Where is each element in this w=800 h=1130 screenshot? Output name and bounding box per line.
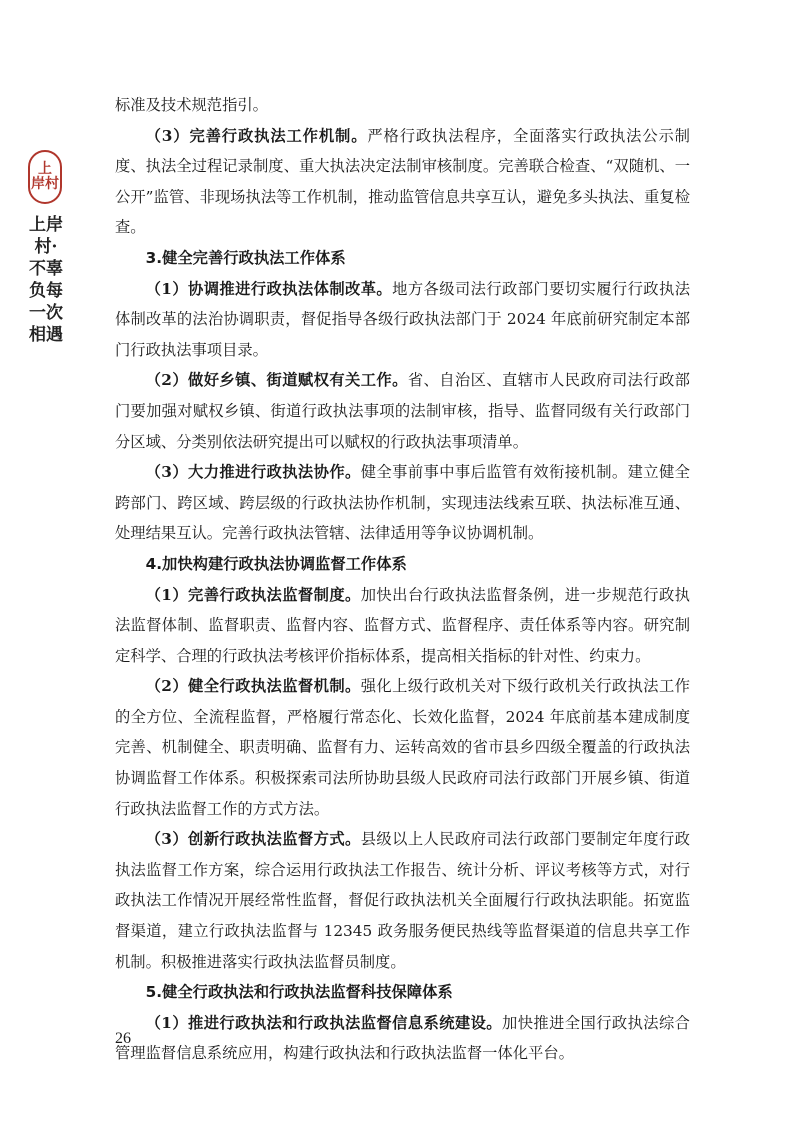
paragraph-text: 严格行政执法程序，全面落实行政执法公示制度、执法全过程记录制度、重大执法决定法制审核制度。完善联合检查、“双随机、一公开”监管、非现场执法等工作机制，推动监管信息共享互认，避免多头执法、重复检查。 (115, 126, 690, 237)
paragraph (115, 580, 690, 672)
paragraph-text: 省、自治区、直辖市人民政府司法行政部门要加强对赋权乡镇、街道行政执法事项的法制审核，指导、监督同级有关行政部门分区域、分类别依法研究提出可以赋权的行政执法事项清单。 (115, 371, 690, 451)
paragraph (115, 457, 690, 549)
paragraph (115, 90, 690, 121)
paragraph-lead: （1）完善行政执法监督制度。 (145, 585, 361, 604)
paragraph-text: 加快推进全国行政执法综合管理监督信息系统应用，构建行政执法和行政执法监督一体化平台。 (115, 1013, 690, 1063)
section-heading: 3.健全完善行政执法工作体系 (145, 248, 346, 267)
section-heading: 5.健全行政执法和行政执法监督科技保障体系 (145, 983, 453, 1002)
paragraph-text: 县级以上人民政府司法行政部门要制定年度行政执法监督工作方案，综合运用行政执法工作报告、统计分析、评议考核等方式，对行政执法工作情况开展经常性监督，督促行政执法机关全面履行行政执法职能。拓宽监督渠道，建立行政执法监督与 12345 政务服务便民热线等监督渠道的信息共享工作机制。积极推进落实行政执法监督员制度。 (115, 830, 690, 971)
paragraph-text: 加快出台行政执法监督条例，进一步规范行政执法监督体制、监督职责、监督内容、监督方式、监督程序、责任体系等内容。研究制定科学、合理的行政执法考核评价指标体系，提高相关指标的针对性、约束力。 (115, 585, 690, 665)
vertical-slogan: 上岸村·不辜负每一次相遇 (29, 215, 63, 345)
paragraph-lead: （1）推进行政执法和行政执法监督信息系统建设。 (145, 1013, 502, 1032)
seal-text-top: 上 (38, 161, 52, 177)
seal-text-bottom: 岸村 (31, 176, 59, 192)
side-brand (28, 150, 64, 346)
paragraph-text: 健全事前事中事后监管有效衔接机制。建立健全跨部门、跨区域、跨层级的行政执法协作机制，实现违法线索互联、执法标准互通、处理结果互认。完善行政执法管辖、法律适用等争议协调机制。 (115, 463, 690, 543)
paragraph-lead: （3）完善行政执法工作机制。 (145, 126, 368, 145)
section-heading: 4.加快构建行政执法协调监督工作体系 (145, 554, 407, 573)
paragraph-lead: （1）协调推进行政执法体制改革。 (145, 279, 393, 298)
paragraph-lead: （3）创新行政执法监督方式。 (145, 830, 361, 849)
paragraph-text: 标准及技术规范指引。 (115, 96, 268, 114)
document-body (115, 90, 690, 1069)
paragraph-text: 强化上级行政机关对下级行政机关行政执法工作的全方位、全流程监督，严格履行常态化、长效化监督，2024 年底前基本建成制度完善、机制健全、职责明确、监督有力、运转高效的省市县乡四级全覆盖的行政执法协调监督工作体系。积极探索司法所协助县级人民政府司法行政部门开展乡镇、街道行政执法监督工作的方式方法。 (115, 677, 690, 818)
paragraph (115, 1008, 690, 1069)
paragraph (115, 671, 690, 824)
page-number: 26 (115, 1030, 131, 1047)
paragraph-lead: （2）健全行政执法监督机制。 (145, 677, 361, 696)
paragraph (115, 274, 690, 366)
paragraph-lead: （2）做好乡镇、街道赋权有关工作。 (145, 371, 408, 390)
paragraph-text: 地方各级司法行政部门要切实履行行政执法体制改革的法治协调职责，督促指导各级行政执法部门于 2024 年底前研究制定本部门行政执法事项目录。 (115, 279, 690, 359)
paragraph (115, 121, 690, 243)
paragraph-lead: （3）大力推进行政执法协作。 (145, 463, 361, 482)
paragraph (115, 365, 690, 457)
paragraph (115, 824, 690, 977)
seal-logo (28, 150, 62, 204)
